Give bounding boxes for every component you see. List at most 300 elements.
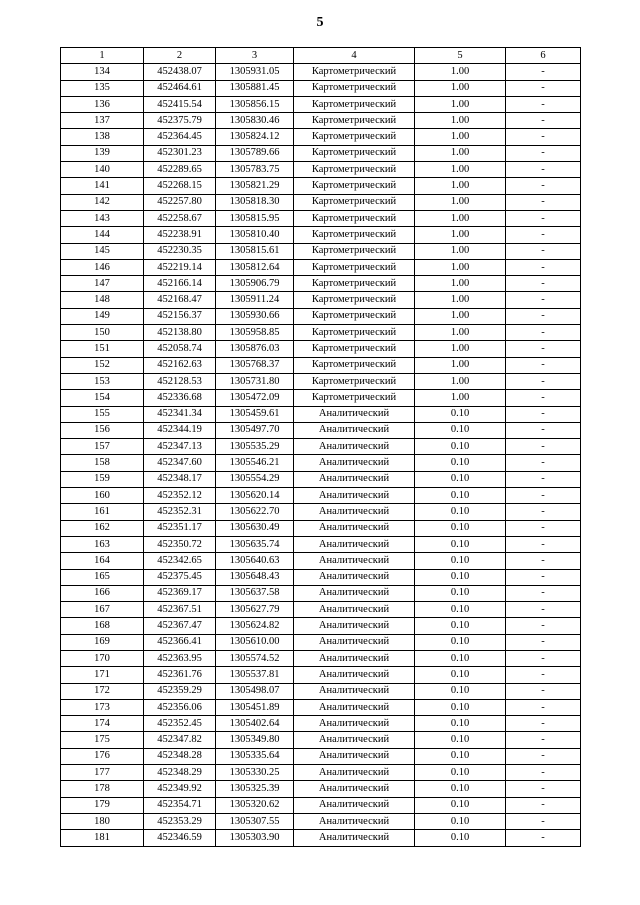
table-row [61,488,581,504]
y-coordinate-cell: 1305637.58 [216,585,294,601]
accuracy-cell: 1.00 [415,178,506,194]
method-cell: Аналитический [294,439,415,455]
column-header-4: 4 [294,48,415,64]
accuracy-cell: 1.00 [415,210,506,226]
note-cell: - [506,80,581,96]
x-coordinate-cell: 452257.80 [144,194,216,210]
point-number-cell: 175 [61,732,144,748]
point-number-cell: 135 [61,80,144,96]
note-cell: - [506,650,581,666]
table-row [61,194,581,210]
y-coordinate-cell: 1305810.40 [216,227,294,243]
method-cell: Картометрический [294,194,415,210]
y-coordinate-cell: 1305906.79 [216,276,294,292]
point-number-cell: 170 [61,650,144,666]
y-coordinate-cell: 1305911.24 [216,292,294,308]
y-coordinate-cell: 1305812.64 [216,259,294,275]
method-cell: Картометрический [294,145,415,161]
method-cell: Аналитический [294,406,415,422]
table-row [61,422,581,438]
x-coordinate-cell: 452375.45 [144,569,216,585]
accuracy-cell: 1.00 [415,276,506,292]
accuracy-cell: 0.10 [415,765,506,781]
note-cell: - [506,520,581,536]
method-cell: Аналитический [294,471,415,487]
point-number-cell: 174 [61,716,144,732]
point-number-cell: 147 [61,276,144,292]
point-number-cell: 155 [61,406,144,422]
x-coordinate-cell: 452366.41 [144,634,216,650]
point-number-cell: 154 [61,390,144,406]
note-cell: - [506,504,581,520]
accuracy-cell: 0.10 [415,781,506,797]
y-coordinate-cell: 1305320.62 [216,797,294,813]
point-number-cell: 161 [61,504,144,520]
point-number-cell: 156 [61,422,144,438]
x-coordinate-cell: 452351.17 [144,520,216,536]
note-cell: - [506,488,581,504]
coordinates-table [60,47,581,847]
point-number-cell: 150 [61,325,144,341]
accuracy-cell: 1.00 [415,325,506,341]
note-cell: - [506,585,581,601]
table-row [61,145,581,161]
column-header-3: 3 [216,48,294,64]
note-cell: - [506,210,581,226]
method-cell: Аналитический [294,813,415,829]
x-coordinate-cell: 452342.65 [144,553,216,569]
accuracy-cell: 0.10 [415,650,506,666]
x-coordinate-cell: 452128.53 [144,373,216,389]
note-cell: - [506,797,581,813]
point-number-cell: 151 [61,341,144,357]
x-coordinate-cell: 452348.29 [144,765,216,781]
accuracy-cell: 0.10 [415,667,506,683]
method-cell: Аналитический [294,716,415,732]
x-coordinate-cell: 452464.61 [144,80,216,96]
accuracy-cell: 0.10 [415,488,506,504]
note-cell: - [506,227,581,243]
point-number-cell: 162 [61,520,144,536]
x-coordinate-cell: 452168.47 [144,292,216,308]
y-coordinate-cell: 1305856.15 [216,96,294,112]
point-number-cell: 143 [61,210,144,226]
method-cell: Картометрический [294,308,415,324]
accuracy-cell: 1.00 [415,113,506,129]
method-cell: Картометрический [294,178,415,194]
note-cell: - [506,569,581,585]
table-row [61,276,581,292]
accuracy-cell: 1.00 [415,373,506,389]
method-cell: Аналитический [294,650,415,666]
accuracy-cell: 1.00 [415,341,506,357]
point-number-cell: 180 [61,813,144,829]
y-coordinate-cell: 1305815.95 [216,210,294,226]
accuracy-cell: 0.10 [415,569,506,585]
table-row [61,308,581,324]
method-cell: Аналитический [294,748,415,764]
y-coordinate-cell: 1305830.46 [216,113,294,129]
x-coordinate-cell: 452289.65 [144,162,216,178]
table-row [61,341,581,357]
accuracy-cell: 0.10 [415,504,506,520]
method-cell: Аналитический [294,830,415,846]
x-coordinate-cell: 452369.17 [144,585,216,601]
accuracy-cell: 0.10 [415,618,506,634]
accuracy-cell: 0.10 [415,699,506,715]
x-coordinate-cell: 452347.60 [144,455,216,471]
accuracy-cell: 0.10 [415,585,506,601]
accuracy-cell: 1.00 [415,145,506,161]
x-coordinate-cell: 452364.45 [144,129,216,145]
page-number: 5 [316,15,324,30]
accuracy-cell: 0.10 [415,536,506,552]
table-row [61,64,581,80]
table-row [61,585,581,601]
point-number-cell: 176 [61,748,144,764]
table-row [61,373,581,389]
point-number-cell: 167 [61,602,144,618]
x-coordinate-cell: 452341.34 [144,406,216,422]
method-cell: Картометрический [294,292,415,308]
column-header-1: 1 [61,48,144,64]
note-cell: - [506,439,581,455]
method-cell: Аналитический [294,520,415,536]
y-coordinate-cell: 1305535.29 [216,439,294,455]
accuracy-cell: 0.10 [415,455,506,471]
note-cell: - [506,716,581,732]
point-number-cell: 157 [61,439,144,455]
table-row [61,439,581,455]
note-cell: - [506,96,581,112]
y-coordinate-cell: 1305624.82 [216,618,294,634]
x-coordinate-cell: 452344.19 [144,422,216,438]
x-coordinate-cell: 452348.17 [144,471,216,487]
x-coordinate-cell: 452166.14 [144,276,216,292]
table-row [61,618,581,634]
point-number-cell: 164 [61,553,144,569]
point-number-cell: 168 [61,618,144,634]
note-cell: - [506,145,581,161]
accuracy-cell: 1.00 [415,308,506,324]
table-row [61,699,581,715]
note-cell: - [506,602,581,618]
accuracy-cell: 0.10 [415,439,506,455]
method-cell: Картометрический [294,373,415,389]
y-coordinate-cell: 1305574.52 [216,650,294,666]
y-coordinate-cell: 1305498.07 [216,683,294,699]
accuracy-cell: 0.10 [415,683,506,699]
table-row [61,243,581,259]
note-cell: - [506,813,581,829]
table-row [61,797,581,813]
point-number-cell: 137 [61,113,144,129]
method-cell: Аналитический [294,504,415,520]
method-cell: Аналитический [294,683,415,699]
accuracy-cell: 1.00 [415,357,506,373]
method-cell: Аналитический [294,797,415,813]
table-row [61,536,581,552]
accuracy-cell: 1.00 [415,227,506,243]
table-row [61,569,581,585]
point-number-cell: 138 [61,129,144,145]
x-coordinate-cell: 452347.13 [144,439,216,455]
point-number-cell: 148 [61,292,144,308]
note-cell: - [506,553,581,569]
table-row [61,602,581,618]
x-coordinate-cell: 452156.37 [144,308,216,324]
method-cell: Аналитический [294,536,415,552]
x-coordinate-cell: 452301.23 [144,145,216,161]
table-row [61,520,581,536]
y-coordinate-cell: 1305768.37 [216,357,294,373]
note-cell: - [506,683,581,699]
table-row [61,813,581,829]
method-cell: Аналитический [294,618,415,634]
point-number-cell: 178 [61,781,144,797]
point-number-cell: 146 [61,259,144,275]
x-coordinate-cell: 452238.91 [144,227,216,243]
accuracy-cell: 1.00 [415,194,506,210]
y-coordinate-cell: 1305818.30 [216,194,294,210]
y-coordinate-cell: 1305627.79 [216,602,294,618]
accuracy-cell: 1.00 [415,96,506,112]
table-row [61,113,581,129]
x-coordinate-cell: 452367.51 [144,602,216,618]
y-coordinate-cell: 1305472.09 [216,390,294,406]
y-coordinate-cell: 1305648.43 [216,569,294,585]
note-cell: - [506,243,581,259]
accuracy-cell: 0.10 [415,813,506,829]
method-cell: Картометрический [294,325,415,341]
table-row [61,553,581,569]
accuracy-cell: 1.00 [415,64,506,80]
method-cell: Аналитический [294,732,415,748]
note-cell: - [506,341,581,357]
x-coordinate-cell: 452348.28 [144,748,216,764]
y-coordinate-cell: 1305931.05 [216,64,294,80]
x-coordinate-cell: 452349.92 [144,781,216,797]
method-cell: Аналитический [294,667,415,683]
point-number-cell: 163 [61,536,144,552]
note-cell: - [506,781,581,797]
method-cell: Картометрический [294,162,415,178]
note-cell: - [506,830,581,846]
point-number-cell: 144 [61,227,144,243]
method-cell: Картометрический [294,80,415,96]
point-number-cell: 169 [61,634,144,650]
y-coordinate-cell: 1305783.75 [216,162,294,178]
point-number-cell: 160 [61,488,144,504]
accuracy-cell: 1.00 [415,259,506,275]
accuracy-cell: 0.10 [415,830,506,846]
note-cell: - [506,178,581,194]
x-coordinate-cell: 452138.80 [144,325,216,341]
table-row [61,634,581,650]
method-cell: Картометрический [294,96,415,112]
x-coordinate-cell: 452375.79 [144,113,216,129]
accuracy-cell: 0.10 [415,602,506,618]
y-coordinate-cell: 1305731.80 [216,373,294,389]
x-coordinate-cell: 452356.06 [144,699,216,715]
table-header-row [61,48,581,64]
method-cell: Картометрический [294,341,415,357]
note-cell: - [506,373,581,389]
method-cell: Картометрический [294,64,415,80]
table-row [61,716,581,732]
x-coordinate-cell: 452162.63 [144,357,216,373]
y-coordinate-cell: 1305789.66 [216,145,294,161]
x-coordinate-cell: 452361.76 [144,667,216,683]
y-coordinate-cell: 1305330.25 [216,765,294,781]
table-row [61,129,581,145]
table-row [61,471,581,487]
note-cell: - [506,667,581,683]
method-cell: Аналитический [294,569,415,585]
point-number-cell: 149 [61,308,144,324]
table-body [61,64,581,846]
method-cell: Картометрический [294,129,415,145]
point-number-cell: 139 [61,145,144,161]
y-coordinate-cell: 1305958.85 [216,325,294,341]
y-coordinate-cell: 1305303.90 [216,830,294,846]
method-cell: Картометрический [294,210,415,226]
method-cell: Аналитический [294,553,415,569]
table-row [61,390,581,406]
y-coordinate-cell: 1305620.14 [216,488,294,504]
table-row [61,357,581,373]
accuracy-cell: 1.00 [415,80,506,96]
accuracy-cell: 1.00 [415,162,506,178]
column-header-5: 5 [415,48,506,64]
x-coordinate-cell: 452352.12 [144,488,216,504]
point-number-cell: 134 [61,64,144,80]
method-cell: Аналитический [294,422,415,438]
y-coordinate-cell: 1305307.55 [216,813,294,829]
table-row [61,830,581,846]
point-number-cell: 158 [61,455,144,471]
point-number-cell: 152 [61,357,144,373]
note-cell: - [506,357,581,373]
method-cell: Аналитический [294,602,415,618]
x-coordinate-cell: 452415.54 [144,96,216,112]
column-header-6: 6 [506,48,581,64]
method-cell: Аналитический [294,634,415,650]
method-cell: Картометрический [294,390,415,406]
x-coordinate-cell: 452352.45 [144,716,216,732]
note-cell: - [506,732,581,748]
accuracy-cell: 0.10 [415,406,506,422]
note-cell: - [506,765,581,781]
table-row [61,781,581,797]
table-row [61,683,581,699]
accuracy-cell: 0.10 [415,422,506,438]
point-number-cell: 173 [61,699,144,715]
method-cell: Картометрический [294,113,415,129]
accuracy-cell: 1.00 [415,243,506,259]
x-coordinate-cell: 452336.68 [144,390,216,406]
note-cell: - [506,471,581,487]
note-cell: - [506,113,581,129]
method-cell: Картометрический [294,243,415,259]
x-coordinate-cell: 452258.67 [144,210,216,226]
y-coordinate-cell: 1305630.49 [216,520,294,536]
method-cell: Аналитический [294,699,415,715]
table-row [61,210,581,226]
note-cell: - [506,276,581,292]
accuracy-cell: 0.10 [415,553,506,569]
point-number-cell: 145 [61,243,144,259]
accuracy-cell: 0.10 [415,471,506,487]
point-number-cell: 142 [61,194,144,210]
table-row [61,259,581,275]
accuracy-cell: 1.00 [415,129,506,145]
point-number-cell: 165 [61,569,144,585]
table-row [61,650,581,666]
table-row [61,504,581,520]
y-coordinate-cell: 1305821.29 [216,178,294,194]
note-cell: - [506,699,581,715]
method-cell: Картометрический [294,276,415,292]
point-number-cell: 172 [61,683,144,699]
x-coordinate-cell: 452346.59 [144,830,216,846]
accuracy-cell: 0.10 [415,732,506,748]
method-cell: Аналитический [294,585,415,601]
x-coordinate-cell: 452359.29 [144,683,216,699]
note-cell: - [506,748,581,764]
method-cell: Картометрический [294,259,415,275]
y-coordinate-cell: 1305876.03 [216,341,294,357]
note-cell: - [506,64,581,80]
table-row [61,732,581,748]
table-row [61,455,581,471]
y-coordinate-cell: 1305325.39 [216,781,294,797]
method-cell: Аналитический [294,488,415,504]
accuracy-cell: 0.10 [415,634,506,650]
table-row [61,162,581,178]
y-coordinate-cell: 1305610.00 [216,634,294,650]
x-coordinate-cell: 452363.95 [144,650,216,666]
x-coordinate-cell: 452350.72 [144,536,216,552]
method-cell: Аналитический [294,765,415,781]
note-cell: - [506,618,581,634]
point-number-cell: 159 [61,471,144,487]
y-coordinate-cell: 1305537.81 [216,667,294,683]
point-number-cell: 153 [61,373,144,389]
y-coordinate-cell: 1305349.80 [216,732,294,748]
y-coordinate-cell: 1305554.29 [216,471,294,487]
x-coordinate-cell: 452219.14 [144,259,216,275]
y-coordinate-cell: 1305622.70 [216,504,294,520]
point-number-cell: 179 [61,797,144,813]
table-row [61,325,581,341]
x-coordinate-cell: 452058.74 [144,341,216,357]
note-cell: - [506,634,581,650]
note-cell: - [506,390,581,406]
accuracy-cell: 0.10 [415,797,506,813]
method-cell: Аналитический [294,781,415,797]
point-number-cell: 141 [61,178,144,194]
x-coordinate-cell: 452268.15 [144,178,216,194]
note-cell: - [506,536,581,552]
note-cell: - [506,129,581,145]
note-cell: - [506,325,581,341]
table-row [61,765,581,781]
x-coordinate-cell: 452347.82 [144,732,216,748]
table-row [61,96,581,112]
y-coordinate-cell: 1305402.64 [216,716,294,732]
note-cell: - [506,194,581,210]
